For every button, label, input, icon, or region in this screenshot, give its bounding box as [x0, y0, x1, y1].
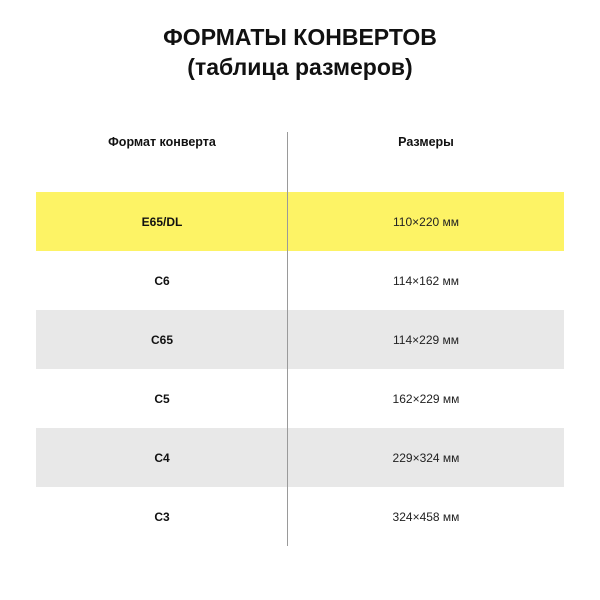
row-format: C3	[154, 509, 170, 524]
title-line-1: ФОРМАТЫ КОНВЕРТОВ	[163, 24, 437, 50]
row-format: C4	[154, 450, 170, 465]
table-row	[36, 428, 564, 487]
row-size: 229×324 мм	[392, 450, 460, 465]
table-row	[36, 192, 564, 251]
table-row	[36, 251, 564, 310]
row-format: C5	[154, 391, 170, 406]
row-format: E65/DL	[141, 214, 183, 229]
row-size: 110×220 мм	[393, 214, 459, 229]
row-size: 114×229 мм	[393, 332, 459, 347]
table-header	[36, 120, 564, 164]
column-divider	[287, 132, 288, 546]
row-format: C6	[154, 273, 170, 288]
page-title	[0, 22, 600, 82]
table-row	[36, 310, 564, 369]
row-size: 162×229 мм	[392, 391, 460, 406]
row-format: C65	[150, 332, 173, 347]
title-line-2: (таблица размеров)	[187, 54, 413, 80]
header-size: Размеры	[398, 135, 454, 149]
table-row	[36, 487, 564, 546]
row-size: 114×162 мм	[393, 273, 459, 288]
row-size: 324×458 мм	[392, 509, 460, 524]
header-format: Формат конверта	[108, 135, 216, 149]
envelope-format-table	[36, 120, 564, 550]
table-row	[36, 369, 564, 428]
